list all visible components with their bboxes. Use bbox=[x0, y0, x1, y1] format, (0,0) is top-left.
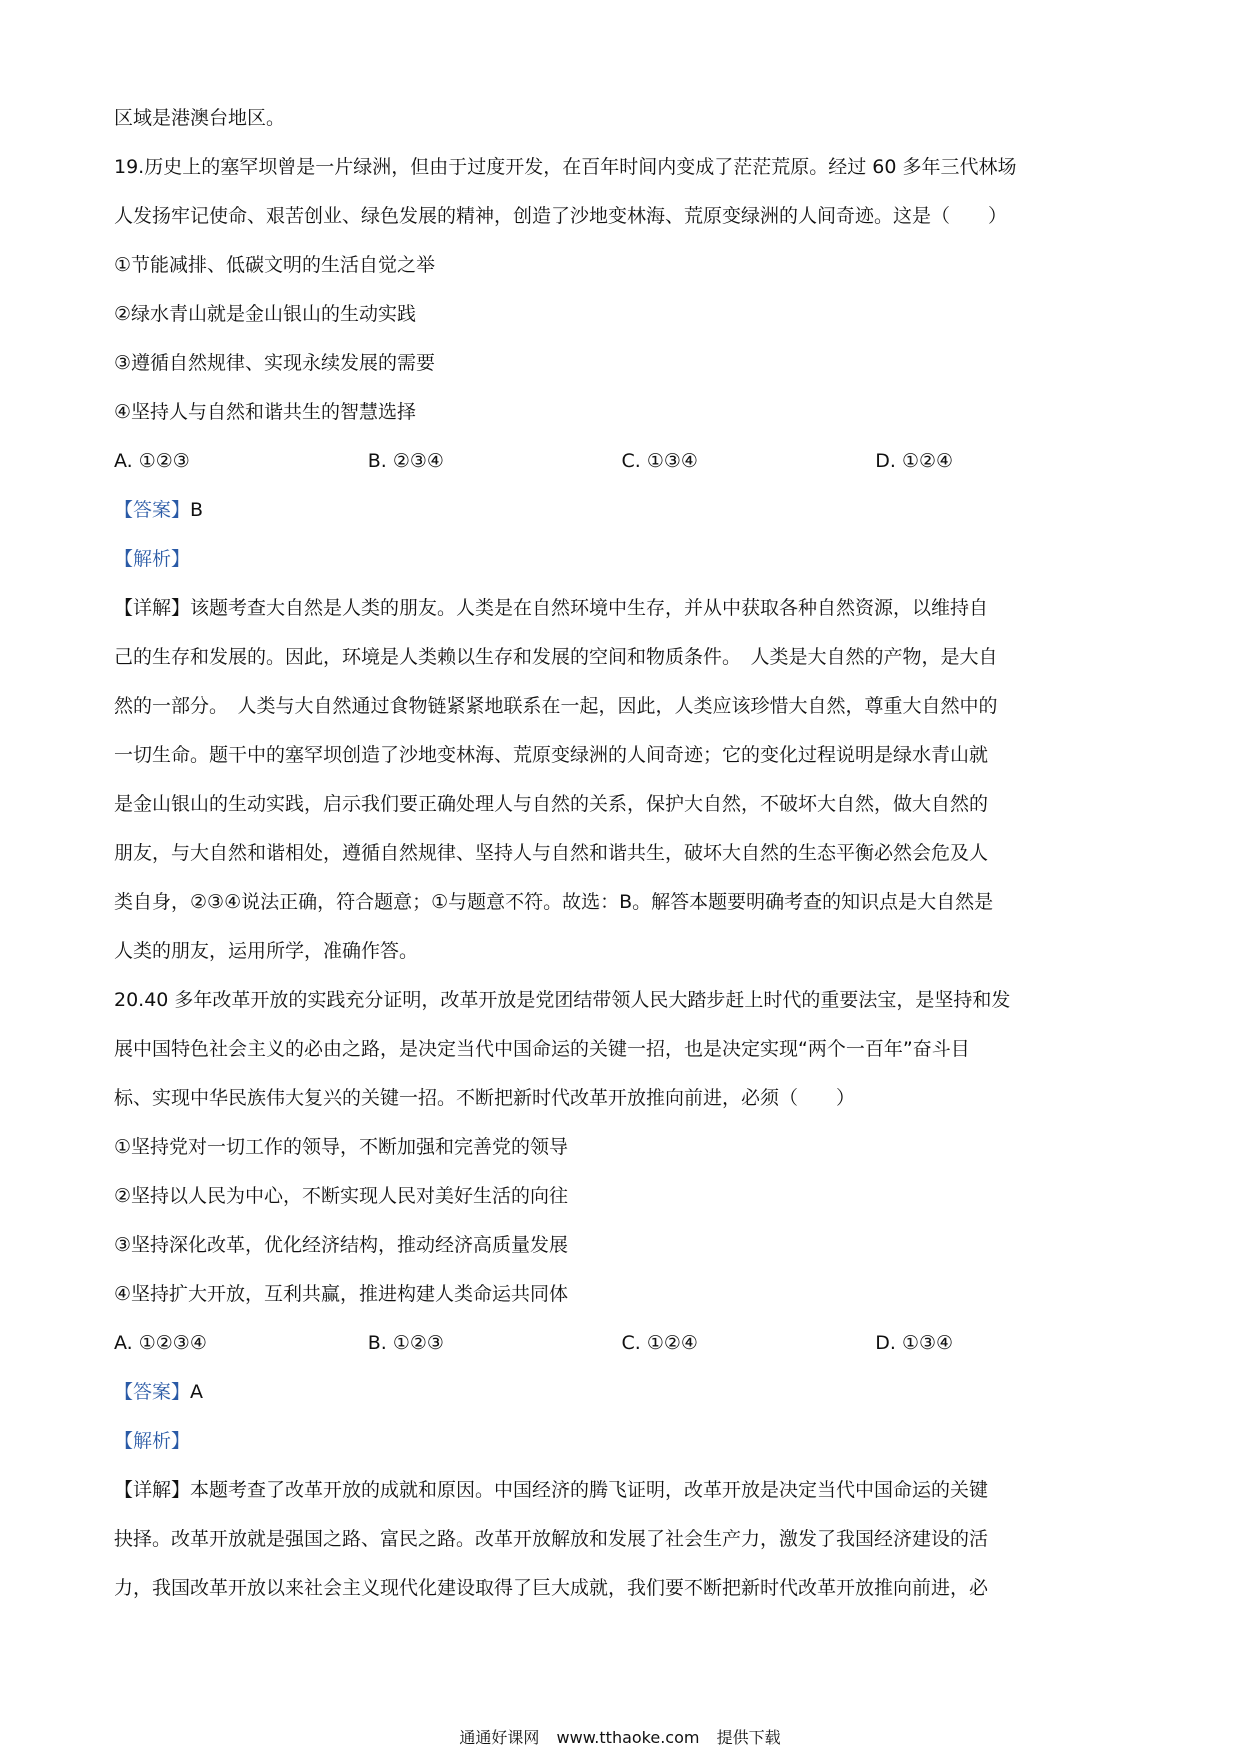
q19-stem-line-2: 人发扬牢记使命、艰苦创业、绿色发展的精神，创造了沙地变林海、荒原变绿洲的人间奇迹。这是（ ） bbox=[114, 205, 1008, 227]
q19-detail-line-5: 是金山银山的生动实践，启示我们要正确处理人与自然的关系，保护大自然，不破坏大自然，做大自然的 bbox=[114, 793, 989, 815]
answer-value: A bbox=[190, 1381, 204, 1403]
q19-statement-3: ③遵循自然规律、实现永续发展的需要 bbox=[114, 352, 436, 374]
q20-option-c: C. ①②④ bbox=[621, 1332, 698, 1354]
q19-detail-line-2: 己的生存和发展的。因此，环境是人类赖以生存和发展的空间和物质条件。 人类是大自然的产物，是大自 bbox=[114, 646, 998, 668]
q20-option-a: A. ①②③④ bbox=[114, 1332, 207, 1354]
detail-label: 【详解】 bbox=[114, 597, 191, 619]
analysis-label: 【解析】 bbox=[114, 548, 191, 570]
question-20 bbox=[114, 976, 1129, 1613]
q19-analysis bbox=[114, 535, 1129, 584]
detail-label: 【详解】 bbox=[114, 1479, 191, 1501]
q19-option-c: C. ①③④ bbox=[621, 450, 698, 472]
q19-detail-line-4: 一切生命。题干中的塞罕坝创造了沙地变林海、荒原变绿洲的人间奇迹；它的变化过程说明是绿水青山就 bbox=[114, 744, 989, 766]
q20-detail-line-2: 抉择。改革开放就是强国之路、富民之路。改革开放解放和发展了社会生产力，激发了我国经济建设的活 bbox=[114, 1528, 989, 1550]
question-19 bbox=[114, 143, 1129, 976]
q19-detail-line-3: 然的一部分。 人类与大自然通过食物链紧紧地联系在一起，因此，人类应该珍惜大自然，尊重大自然中的 bbox=[114, 695, 998, 717]
q20-answer bbox=[114, 1368, 1129, 1417]
q20-detail-line-1 bbox=[114, 1466, 1129, 1515]
q19-option-b: B. ②③④ bbox=[367, 450, 444, 472]
q20-statement-3: ③坚持深化改革，优化经济结构，推动经济高质量发展 bbox=[114, 1234, 569, 1256]
answer-label: 【答案】 bbox=[114, 1381, 191, 1403]
q20-statement-2: ②坚持以人民为中心，不断实现人民对美好生活的向往 bbox=[114, 1185, 569, 1207]
q20-statement-1: ①坚持党对一切工作的领导，不断加强和完善党的领导 bbox=[114, 1136, 569, 1158]
detail-text: 该题考查大自然是人类的朋友。人类是在自然环境中生存，并从中获取各种自然资源，以维持自 bbox=[190, 597, 989, 619]
q19-detail-line-7: 类自身，②③④说法正确，符合题意；①与题意不符。故选：B。解答本题要明确考查的知识点是大自然是 bbox=[114, 891, 994, 913]
q19-option-d: D. ①②④ bbox=[875, 450, 954, 472]
q20-option-d: D. ①③④ bbox=[875, 1332, 954, 1354]
q20-detail-line-3: 力，我国改革开放以来社会主义现代化建设取得了巨大成就，我们要不断把新时代改革开放推向前进，必 bbox=[114, 1577, 989, 1599]
q20-stem-line-1: 20.40 多年改革开放的实践充分证明，改革开放是党团结带领人民大踏步赶上时代的重要法宝，是坚持和发 bbox=[114, 989, 1011, 1011]
page-footer bbox=[0, 1725, 1240, 1748]
detail-text: 本题考查了改革开放的成就和原因。中国经济的腾飞证明，改革开放是决定当代中国命运的关键 bbox=[190, 1479, 989, 1501]
q19-detail-line-1 bbox=[114, 584, 1129, 633]
q19-statement-1: ①节能减排、低碳文明的生活自觉之举 bbox=[114, 254, 436, 276]
q19-detail-line-8: 人类的朋友，运用所学，准确作答。 bbox=[114, 940, 419, 962]
q20-option-b: B. ①②③ bbox=[367, 1332, 444, 1354]
footer-tagline: 提供下载 bbox=[716, 1728, 781, 1747]
answer-value: B bbox=[190, 499, 204, 521]
q19-stem-line-1: 19.历史上的塞罕坝曾是一片绿洲，但由于过度开发，在百年时间内变成了茫茫荒原。经过 60 多年三代林场 bbox=[114, 156, 1017, 178]
document-page bbox=[114, 94, 1129, 1613]
continuation-line: 区域是港澳台地区。 bbox=[114, 107, 286, 129]
footer-site-name: 通通好课网 bbox=[459, 1728, 540, 1747]
q19-answer bbox=[114, 486, 1129, 535]
q19-option-a: A. ①②③ bbox=[114, 450, 190, 472]
q20-stem-line-2: 展中国特色社会主义的必由之路，是决定当代中国命运的关键一招，也是决定实现“两个一百年”奋斗目 bbox=[114, 1038, 970, 1060]
q19-statement-4: ④坚持人与自然和谐共生的智慧选择 bbox=[114, 401, 417, 423]
q20-statement-4: ④坚持扩大开放，互利共赢，推进构建人类命运共同体 bbox=[114, 1283, 569, 1305]
q19-statement-2: ②绿水青山就是金山银山的生动实践 bbox=[114, 303, 417, 325]
answer-label: 【答案】 bbox=[114, 499, 191, 521]
q20-options bbox=[114, 1319, 1129, 1368]
q19-options bbox=[114, 437, 1129, 486]
footer-url[interactable]: www.tthaoke.com bbox=[556, 1728, 700, 1747]
q20-analysis bbox=[114, 1417, 1129, 1466]
q19-detail-line-6: 朋友，与大自然和谐相处，遵循自然规律、坚持人与自然和谐共生，破坏大自然的生态平衡必然会危及人 bbox=[114, 842, 989, 864]
analysis-label: 【解析】 bbox=[114, 1430, 191, 1452]
q20-stem-line-3: 标、实现中华民族伟大复兴的关键一招。不断把新时代改革开放推向前进，必须（ ） bbox=[114, 1087, 856, 1109]
